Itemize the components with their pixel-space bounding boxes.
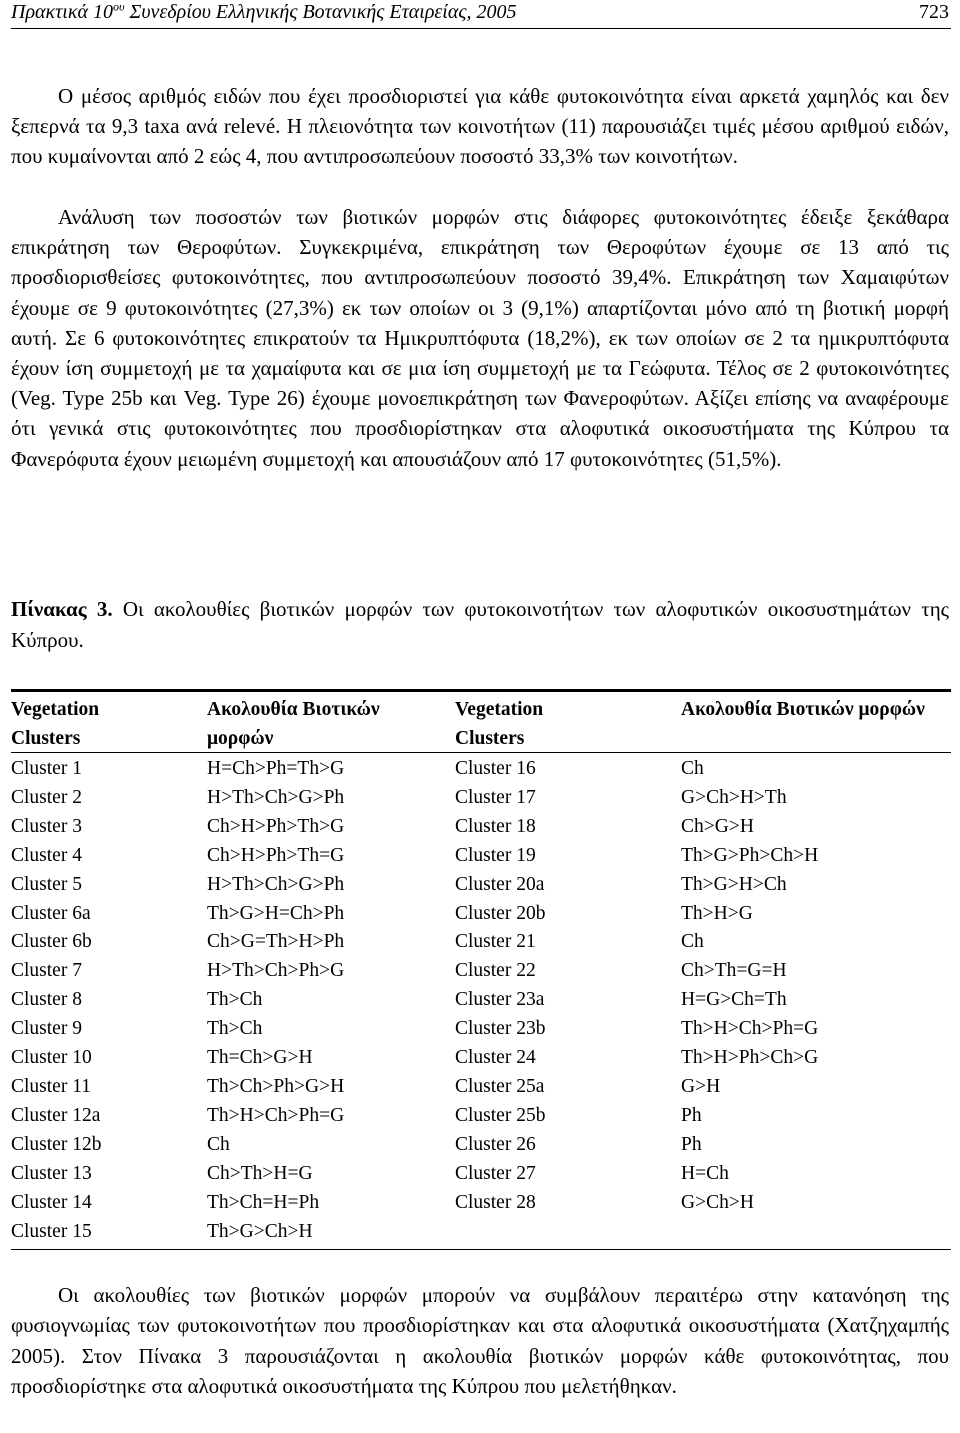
- table-row: [11, 986, 951, 1015]
- life-form-sequence-cell: Th>G>H>Ch: [681, 873, 787, 895]
- cluster-name-cell: Cluster 25b: [455, 1104, 546, 1126]
- life-form-sequence-cell: Th>H>G: [681, 902, 753, 924]
- header-cell: [681, 724, 951, 753]
- life-form-sequence-cell: Ch: [207, 1133, 230, 1155]
- table-row: [11, 1189, 951, 1218]
- header-cell: Clusters: [455, 728, 525, 749]
- table-row: [11, 1044, 951, 1073]
- life-form-sequence-cell: [681, 1218, 951, 1247]
- proceedings-title-main: Πρακτικά 10: [11, 1, 113, 23]
- life-form-sequence-cell: Ch>H>Ph>Th>G: [207, 815, 345, 837]
- cluster-name-cell: Cluster 6b: [11, 931, 92, 953]
- body-paragraph-2: [11, 202, 949, 474]
- table-top-rule: [11, 689, 951, 692]
- life-form-sequence-cell: Ch: [681, 931, 704, 953]
- cluster-name-cell: Cluster 23b: [455, 1018, 546, 1040]
- table-row: [11, 957, 951, 986]
- cluster-name-cell: Cluster 20b: [455, 902, 546, 924]
- table-header-row: [11, 724, 951, 753]
- table-row: [11, 871, 951, 900]
- table-row: [11, 928, 951, 957]
- cluster-name-cell: Cluster 26: [455, 1133, 536, 1155]
- life-form-sequence-cell: Th>G>Ch>H: [207, 1220, 313, 1242]
- cluster-name-cell: Cluster 22: [455, 960, 536, 982]
- table-row: [11, 1131, 951, 1160]
- life-form-sequence-cell: Ch>Th>H=G: [207, 1162, 313, 1184]
- running-header: [11, 0, 951, 29]
- paragraph-text: Ανάλυση των ποσοστών των βιοτικών μορφών στις διάφορες φυτοκοινότητες έδειξε ξεκάθαρα επικράτηση των Θεροφύτων. Συγκεκριμένα, επικράτηση των Θεροφύτων έχουμε σε 13 από τις προσδιορισθείσες φυτοκοινότητες, που αντιπροσωπεύουν ποσοστό 39,4%. Επικράτηση των Χαμαιφύτων έχουμε σε 9 φυτοκοινότητες (27,3%) εκ των οποίων οι 3 (9,1%) απαρτίζονται μόνο από τη βιοτική μορφή αυτή. Σε 6 φυτοκοινότητες επικρατούν τα Ημικρυπτόφυτα (18,2%), εκ των οποίων σε 2 τα ημικρυπτόφυτα έχουν ίση συμμετοχή με τα χαμαίφυτα και σε μια ίση συμμετοχή με τα Γεώφυτα. Τέλος σε 2 φυτοκοινότητες (Veg. Type 25b και Veg. Type 26) έχουμε μονοεπικράτηση των Φανεροφύτων. Αξίζει επίσης να αναφέρουμε ότι γενικά στις φυτοκοινότητες που προσδιορίστηκαν στα αλοφυτικά οικοσυστήματα της Κύπρου τα Φανερόφυτα έχουν μειωμένη συμμετοχή και απουσιάζουν από 17 φυτοκοινότητες (51,5%).: [11, 205, 949, 471]
- life-form-sequence-cell: G>Ch>H>Th: [681, 786, 787, 808]
- table-header-row: [11, 695, 951, 724]
- cluster-name-cell: Cluster 24: [455, 1047, 536, 1069]
- table-row: [11, 1073, 951, 1102]
- cluster-name-cell: Cluster 7: [11, 960, 82, 982]
- life-form-sequence-cell: H=Ch: [681, 1162, 729, 1184]
- life-form-sequence-cell: G>H: [681, 1075, 721, 1097]
- table-row: [11, 784, 951, 813]
- cluster-name-cell: Cluster 16: [455, 758, 536, 779]
- life-form-sequence-cell: H>Th>Ch>G>Ph: [207, 786, 345, 808]
- cluster-name-cell: Cluster 27: [455, 1162, 536, 1184]
- table-row: [11, 813, 951, 842]
- cluster-name-cell: Cluster 12a: [11, 1104, 101, 1126]
- header-cell: Vegetation: [455, 699, 544, 720]
- life-form-sequence-cell: Ch>Th=G=H: [681, 960, 787, 982]
- life-form-sequence-cell: Ph: [681, 1104, 702, 1126]
- page-number: 723: [919, 1, 949, 23]
- cluster-name-cell: Cluster 17: [455, 786, 536, 808]
- cluster-name-cell: Cluster 1: [11, 758, 82, 779]
- life-form-sequence-cell: H>Th>Ch>Ph>G: [207, 960, 345, 982]
- cluster-name-cell: Cluster 9: [11, 1018, 82, 1040]
- table-row: [11, 755, 951, 784]
- life-form-sequence-cell: Ch>G>H: [681, 815, 754, 837]
- header-cell: Ακολουθία Βιοτικών μορφών: [681, 699, 925, 720]
- table-body: [11, 755, 951, 1246]
- cluster-name-cell: Cluster 11: [11, 1075, 91, 1097]
- life-form-sequence-cell: H>Th>Ch>G>Ph: [207, 873, 345, 895]
- life-form-sequence-cell: Th>H>Ch>Ph=G: [207, 1104, 345, 1126]
- life-form-sequence-cell: H=Ch>Ph=Th>G: [207, 758, 345, 779]
- cluster-name-cell: Cluster 13: [11, 1162, 92, 1184]
- cluster-name-cell: Cluster 28: [455, 1191, 536, 1213]
- cluster-name-cell: Cluster 14: [11, 1191, 92, 1213]
- cluster-name-cell: Cluster 23a: [455, 989, 545, 1011]
- proceedings-title-ordinal: ου: [112, 0, 125, 14]
- cluster-name-cell: Cluster 3: [11, 815, 82, 837]
- life-form-sequence-cell: Th>G>H=Ch>Ph: [207, 902, 345, 924]
- cluster-name-cell: Cluster 8: [11, 989, 82, 1011]
- life-form-sequence-cell: Th>G>Ph>Ch>H: [681, 844, 819, 866]
- cluster-name-cell: [455, 1218, 681, 1247]
- life-form-sequence-cell: Ch>G=Th>H>Ph: [207, 931, 345, 953]
- table-row: [11, 1102, 951, 1131]
- table-row: [11, 1218, 951, 1247]
- table-caption-label: Πίνακας 3.: [11, 597, 113, 621]
- life-form-sequence-cell: Th>Ch: [207, 1018, 263, 1040]
- header-cell: μορφών: [207, 728, 274, 749]
- life-form-sequence-cell: Ch: [681, 758, 704, 779]
- table-row: [11, 900, 951, 929]
- table-caption: [11, 594, 949, 655]
- paragraph-text: Ο μέσος αριθμός ειδών που έχει προσδιοριστεί για κάθε φυτοκοινότητα είναι αρκετά χαμηλός και δεν ξεπερνά τα 9,3 taxa ανά relevé. Η πλειονότητα των κοινοτήτων (11) παρουσιάζει τιμές μέσου αριθμού ειδών, που κυμαίνονται από 2 εώς 4, που αντιπροσωπεύουν ποσοστό 33,3% των κοινοτήτων.: [11, 84, 949, 169]
- cluster-name-cell: Cluster 6a: [11, 902, 91, 924]
- paragraph-text: Οι ακολουθίες των βιοτικών μορφών μπορούν να συμβάλουν περαιτέρω στην κατανόηση της φυσιογνωμίας των φυτοκοινοτήτων που προσδιορίστηκαν και στα αλοφυτικά οικοσυστήματα (Χατζηχαμπής 2005). Στον Πίνακα 3 παρουσιάζονται η ακολουθία βιοτικών μορφών κάθε φυτοκοινότητας, που προσδιορίστηκε στα αλοφυτικά οικοσυστήματα της Κύπρου που μελετήθηκαν.: [11, 1283, 949, 1398]
- table-caption-text: Οι ακολουθίες βιοτικών μορφών των φυτοκοινοτήτων των αλοφυτικών οικοσυστημάτων της Κύπρου.: [11, 597, 949, 652]
- cluster-name-cell: Cluster 18: [455, 815, 536, 837]
- header-cell: Ακολουθία Βιοτικών: [207, 699, 380, 720]
- cluster-name-cell: Cluster 2: [11, 786, 82, 808]
- cluster-name-cell: Cluster 12b: [11, 1133, 102, 1155]
- table-row: [11, 842, 951, 871]
- life-form-sequence-cell: G>Ch>H: [681, 1191, 754, 1213]
- life-form-sequence-cell: Th>Ch=H=Ph: [207, 1191, 320, 1213]
- cluster-name-cell: Cluster 4: [11, 844, 82, 866]
- body-paragraph-3: [11, 1280, 949, 1401]
- life-form-sequence-cell: Th>Ch>Ph>G>H: [207, 1075, 345, 1097]
- cluster-name-cell: Cluster 25a: [455, 1075, 545, 1097]
- life-form-sequence-cell: Ch>H>Ph>Th=G: [207, 844, 345, 866]
- cluster-name-cell: Cluster 21: [455, 931, 536, 953]
- header-cell: Clusters: [11, 728, 81, 749]
- life-form-sequence-cell: Th>H>Ch>Ph=G: [681, 1018, 819, 1040]
- table-header: [11, 695, 951, 753]
- proceedings-title-rest: Συνεδρίου Ελληνικής Βοτανικής Εταιρείας, 2005: [124, 1, 517, 23]
- cluster-name-cell: Cluster 19: [455, 844, 536, 866]
- cluster-name-cell: Cluster 5: [11, 873, 82, 895]
- cluster-name-cell: Cluster 15: [11, 1220, 92, 1242]
- table-row: [11, 1160, 951, 1189]
- life-form-sequence-cell: Th>Ch: [207, 989, 263, 1011]
- table-bottom-rule: [11, 1249, 951, 1250]
- life-form-sequence-cell: Ph: [681, 1133, 702, 1155]
- cluster-name-cell: Cluster 10: [11, 1047, 92, 1069]
- life-form-sequence-cell: H=G>Ch=Th: [681, 989, 787, 1011]
- life-form-sequence-cell: Th>H>Ph>Ch>G: [681, 1047, 819, 1069]
- table-header-rule: [11, 752, 951, 753]
- body-paragraph-1: [11, 81, 949, 172]
- life-form-sequence-cell: Th=Ch>G>H: [207, 1047, 313, 1069]
- table-row: [11, 1015, 951, 1044]
- header-cell: Vegetation: [11, 699, 100, 720]
- cluster-name-cell: Cluster 20a: [455, 873, 545, 895]
- proceedings-title: [11, 0, 516, 24]
